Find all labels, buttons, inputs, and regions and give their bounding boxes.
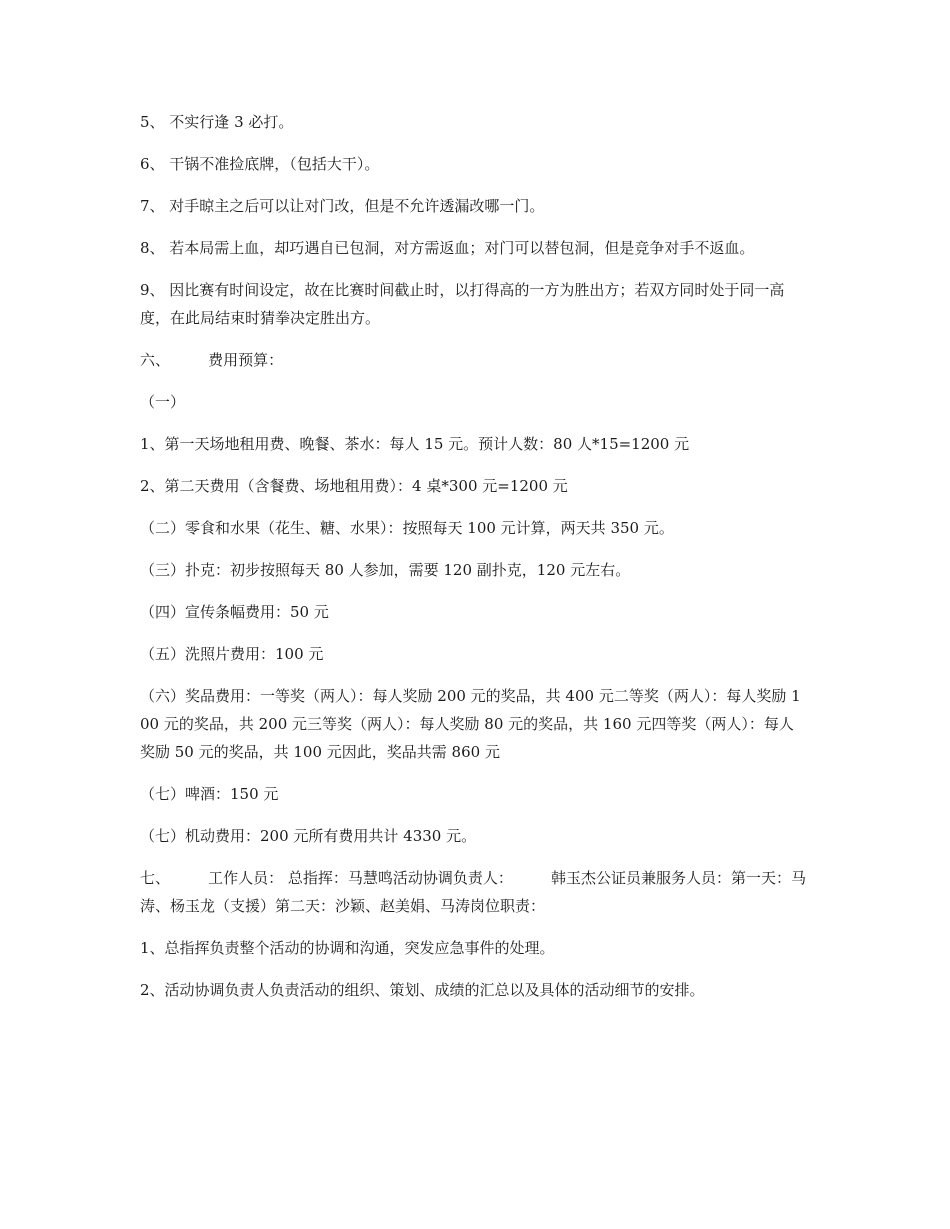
budget-beer: （七）啤酒：150 元 — [140, 785, 279, 803]
budget-contingency: （七）机动费用：200 元所有费用共计 4330 元。 — [140, 827, 477, 845]
budget-cards: （三）扑克：初步按照每天 80 人参加，需要 120 副扑克，120 元左右。 — [140, 561, 631, 579]
budget-banner: （四）宣传条幅费用：50 元 — [140, 603, 329, 621]
rule-8: 8、 若本局需上血，却巧遇自已包洞，对方需返血；对门可以替包洞，但是竞争对手不返血。 — [140, 239, 755, 257]
budget-day1: 1、第一天场地租用费、晚餐、茶水：每人 15 元。预计人数：80 人*15=1200 元 — [140, 435, 690, 453]
rule-5: 5、 不实行逢 3 必打。 — [140, 113, 294, 131]
document-body — [140, 108, 808, 1018]
budget-snacks: （二）零食和水果（花生、糖、水果）：按照每天 100 元计算，两天共 350 元。 — [140, 519, 674, 537]
budget-day2: 2、第二天费用（含餐费、场地租用费）：4 桌*300 元=1200 元 — [140, 477, 568, 495]
budget-prizes: （六）奖品费用：一等奖（两人）：每人奖励 200 元的奖品，共 400 元二等奖（两人）：每人奖励 100 元的奖品，共 200 元三等奖（两人）：每人奖励 80 元的奖品，共 160 元四等奖（两人）：每人奖励 50 元的奖品，共 100 元因此，奖品共需 860 元 — [140, 687, 801, 761]
rule-6: 6、 干锅不准捡底牌，（包括大干）。 — [140, 155, 380, 173]
duty-coordinator: 2、活动协调负责人负责活动的组织、策划、成绩的汇总以及具体的活动细节的安排。 — [140, 981, 705, 999]
section-7-staff: 七、 工作人员： 总指挥：马慧鸣活动协调负责人： 韩玉杰公证员兼服务人员：第一天：马涛、杨玉龙（支援）第二天：沙颖、赵美娟、马涛岗位职责： — [140, 869, 807, 915]
duty-commander: 1、总指挥负责整个活动的协调和沟通，突发应急事件的处理。 — [140, 939, 555, 957]
rule-7: 7、 对手晾主之后可以让对门改，但是不允许透漏改哪一门。 — [140, 197, 545, 215]
rule-9: 9、 因比赛有时间设定，故在比赛时间截止时，以打得高的一方为胜出方；若双方同时处于同一高度，在此局结束时猜拳决定胜出方。 — [140, 281, 785, 327]
budget-photos: （五）洗照片费用：100 元 — [140, 645, 324, 663]
section-6-heading: 六、 费用预算： — [140, 351, 284, 369]
budget-item-1-heading: （一） — [140, 393, 186, 411]
